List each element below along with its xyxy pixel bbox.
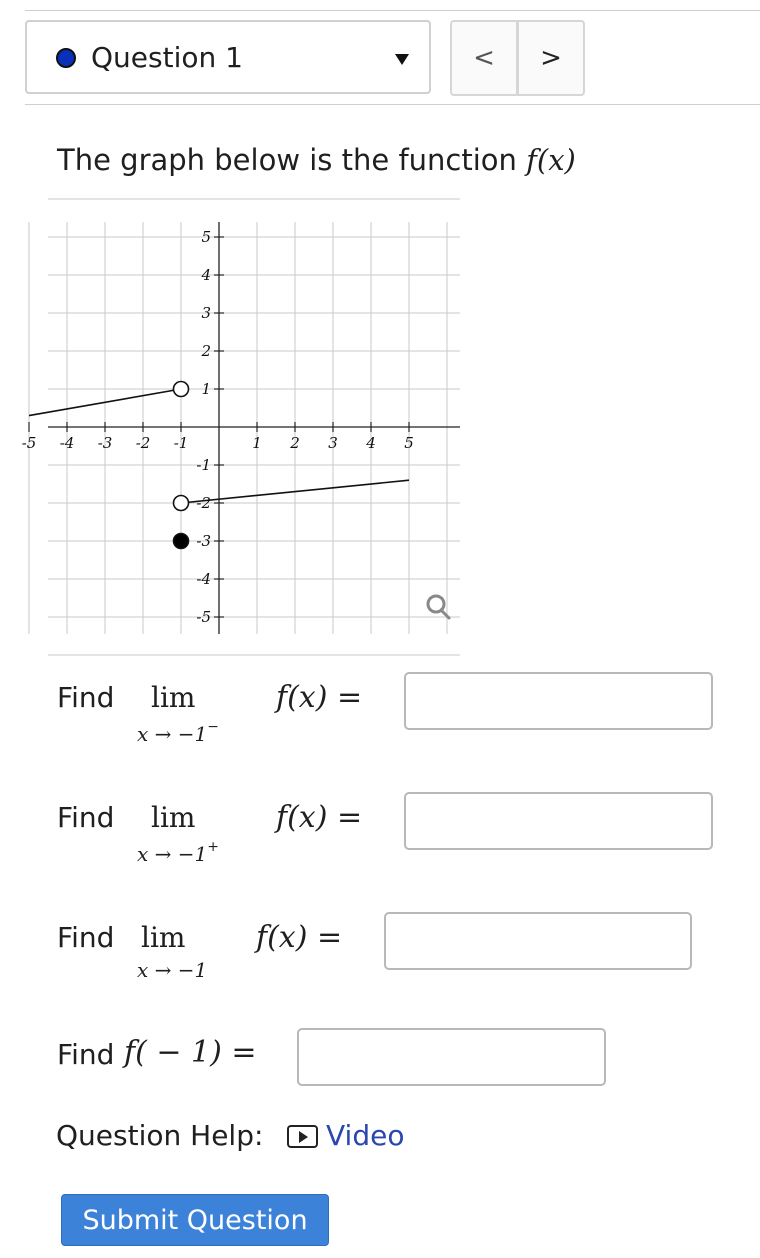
caret-down-icon — [395, 54, 409, 65]
function-expr-3: f(x) = — [256, 920, 343, 955]
question-selector[interactable] — [25, 20, 431, 94]
y-tick-label: -5 — [196, 608, 211, 626]
find-label-3: Find — [57, 921, 115, 954]
x-tick-label: 1 — [252, 434, 262, 452]
question-help-label: Question Help: — [56, 1119, 264, 1152]
y-tick-label: -4 — [196, 570, 211, 588]
y-tick-label: 1 — [201, 380, 211, 398]
y-tick-label: 2 — [201, 342, 211, 360]
function-expr-1: f(x) = — [276, 680, 363, 715]
y-tick-label: -2 — [196, 494, 211, 512]
play-video-icon[interactable] — [287, 1125, 318, 1148]
y-tick-label: 3 — [201, 304, 211, 322]
lim-label-2: lim — [151, 801, 196, 834]
right-limit-input[interactable] — [404, 792, 713, 850]
video-help-link[interactable]: Video — [326, 1119, 405, 1152]
question-prompt — [57, 141, 576, 179]
top-rule — [25, 10, 760, 11]
header-divider — [25, 104, 760, 105]
find-label-2: Find — [57, 801, 115, 834]
lim-subscript-2: x → −1+ — [137, 839, 219, 866]
x-tick-label: -2 — [135, 434, 151, 452]
open-point — [174, 382, 189, 397]
x-tick-label: 2 — [290, 434, 300, 452]
limit-input[interactable] — [384, 912, 692, 970]
prompt-text: The graph below is the function — [57, 143, 527, 177]
function-value-expr: f( − 1) = — [124, 1035, 257, 1070]
open-point — [174, 496, 189, 511]
closed-point — [174, 534, 189, 549]
find-label-1: Find — [57, 681, 115, 714]
submit-question-button[interactable]: Submit Question — [61, 1194, 329, 1246]
x-tick-label: 3 — [328, 434, 338, 452]
question-status-dot — [56, 48, 76, 68]
y-tick-label: -1 — [196, 456, 211, 474]
function-graph[interactable] — [21, 222, 460, 634]
magnifier-icon[interactable] — [428, 596, 449, 618]
x-tick-label: -5 — [21, 434, 37, 452]
lim-subscript-1: x → −1− — [137, 719, 219, 746]
left-limit-input[interactable] — [404, 672, 713, 730]
function-value-input[interactable] — [297, 1028, 606, 1086]
lim-label-3: lim — [141, 921, 186, 954]
graph-axes — [29, 222, 460, 634]
y-tick-label: 5 — [201, 228, 211, 246]
x-tick-label: -1 — [173, 434, 189, 452]
x-tick-label: -4 — [59, 434, 75, 452]
lim-label-1: lim — [151, 681, 196, 714]
find-label-4: Find — [57, 1038, 115, 1071]
prompt-function: f(x) — [526, 143, 576, 177]
question-label: Question 1 — [91, 41, 243, 74]
y-tick-label: -3 — [196, 532, 211, 550]
y-tick-label: 4 — [201, 266, 211, 284]
function-expr-2: f(x) = — [276, 800, 363, 835]
x-tick-label: 5 — [404, 434, 414, 452]
x-tick-label: -3 — [97, 434, 113, 452]
next-question-button[interactable]: > — [517, 20, 585, 96]
x-tick-label: 4 — [366, 434, 376, 452]
lim-subscript-3: x → −1 — [137, 958, 208, 982]
previous-question-button[interactable]: < — [450, 20, 518, 96]
